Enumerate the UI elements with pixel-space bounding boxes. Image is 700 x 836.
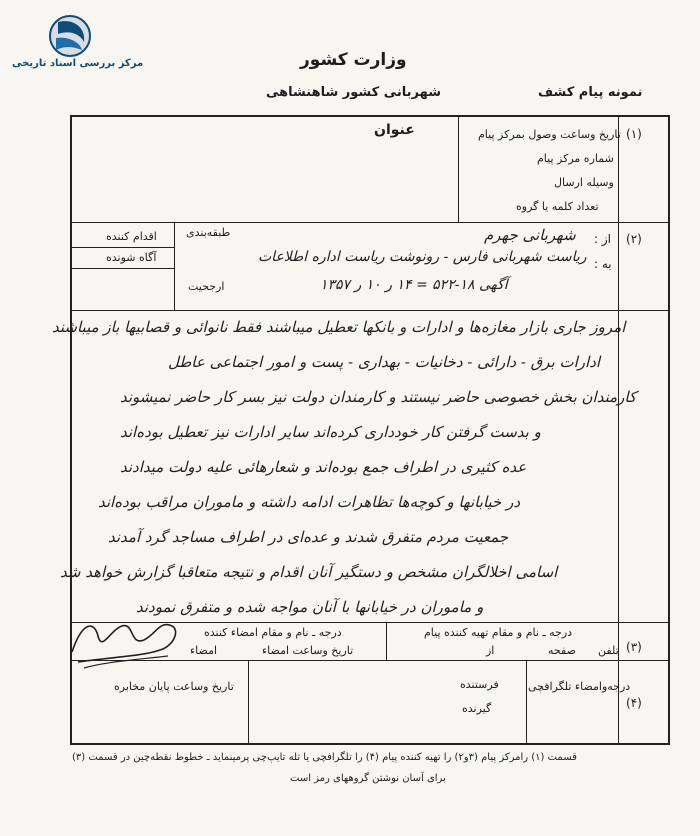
preparer-label: درجه ـ نام و مقام تهیه کننده پیام [424,626,573,639]
receiver-label: گیرنده [462,702,492,715]
section3-top-line [70,622,670,623]
to-label: به : [594,257,612,271]
bottom-border [70,743,670,745]
body-line-4: و بدست گرفتن کار خودداری کرده‌اند سایر ادارات نیز تعطیل بوده‌اند [120,423,541,441]
right-border [668,115,670,745]
action-row-line [70,247,174,248]
from-label: از : [594,232,611,246]
section1-divider [458,115,459,223]
section1-number: (۱) [626,127,642,141]
logo-caption: مرکز بررسی اسناد تاریخی [12,58,144,69]
sender-label: فرستنده [460,678,499,691]
document-archive-logo [22,12,94,60]
arrival-time-label: تاریخ وساعت وصول بمرکز پیام [478,128,621,141]
section1-bottom-line [70,222,670,223]
footer-instructions-1: قسمت (۱) رامرکز پیام (۳و۲) را تهیه کننده پیام (۴) را تلگرافچی یا تله تایپ‌چی پرمینماید ـ خطوط نقطه‌چین در قسمت (۳) [72,752,577,763]
signer-label: درجه ـ نام و مقام امضاء کننده [204,626,342,639]
body-line-6: در خیابانها و کوچه‌ها تظاهرات ادامه داشته و ماموران مراقب بوده‌اند [98,493,521,511]
classification-label: طبقه‌بندی [186,226,231,239]
operator-label: درجه‌وامضاء تلگرافچی [528,680,631,693]
body-line-1: امروز جاری بازار مغازه‌ها و ادارات و بانکها تعطیل میباشند فقط نانوائی و قصابیها باز میباشند [52,318,626,336]
action-label: اقدام کننده [106,230,157,243]
section3-number: (۳) [626,640,642,654]
body-line-7: جمعیت مردم متفرق شدند و عده‌ای در اطراف مساجد گرد آمدند [108,528,509,546]
sending-method-label: وسیله ارسال [554,176,614,189]
form-name: نمونه پیام کشف [538,85,643,100]
footer-instructions-2: برای آسان نوشتن گروههای رمز است [290,773,446,784]
top-border [70,115,670,117]
informed-row-line [70,268,174,269]
ministry-title: وزارت کشور [300,50,407,70]
phone-label: تلفن [598,644,619,657]
body-line-8: اسامی اخلالگران مشخص و دستگیر آنان اقدام و نتیجه متعاقبا گزارش خواهد شد [60,563,558,581]
transmission-end-label: تاریخ وساعت پایان مخابره [114,680,234,693]
section2-bottom-line [70,310,670,311]
to-value: ریاست شهربانی فارس - رونوشت ریاست اداره اطلاعات [258,249,587,265]
body-line-2: ادارات برق - دارائی - دخانیات - بهداری - پست و امور اجتماعی عاطل [168,353,601,371]
page-from-label: از [486,644,495,657]
sign-date-label: تاریخ وساعت امضاء [262,644,354,657]
section4-number: (۴) [626,696,642,710]
section3-bottom-line [70,660,670,661]
signature-label: امضاء [190,644,218,657]
word-count-label: تعداد کلمه یا گروه [516,200,599,213]
subject-label: عنوان [374,122,415,138]
body-line-3: کارمندان بخش خصوصی حاضر نیستند و کارمندان دولت نیز بسر کار حاضر نمیشوند [120,388,637,406]
classification-divider [174,222,175,310]
from-value: شهربانی جهرم [484,226,576,244]
page-label: صفحه [548,644,576,657]
end-time-divider [248,660,249,744]
section3-divider [386,622,387,660]
message-center-number-label: شماره مرکز پیام [537,152,614,165]
body-line-9: و ماموران در خیابانها با آنان مواجه شده و متفرق نمودند [136,598,484,616]
body-line-5: عده کثیری در اطراف جمع بوده‌اند و شعارهائی علیه دولت میدادند [120,458,527,476]
informed-label: آگاه شونده [106,251,157,264]
department-title: شهربانی کشور شاهنشاهی [266,85,441,100]
section2-number: (۲) [626,232,642,246]
reference-value: آگهی ۱۸-۵۲۲ = ۱۴ ر ۱۰ ر ۱۳۵۷ [320,277,508,293]
priority-label: ارجحیت [188,280,225,293]
operator-divider [526,660,527,744]
